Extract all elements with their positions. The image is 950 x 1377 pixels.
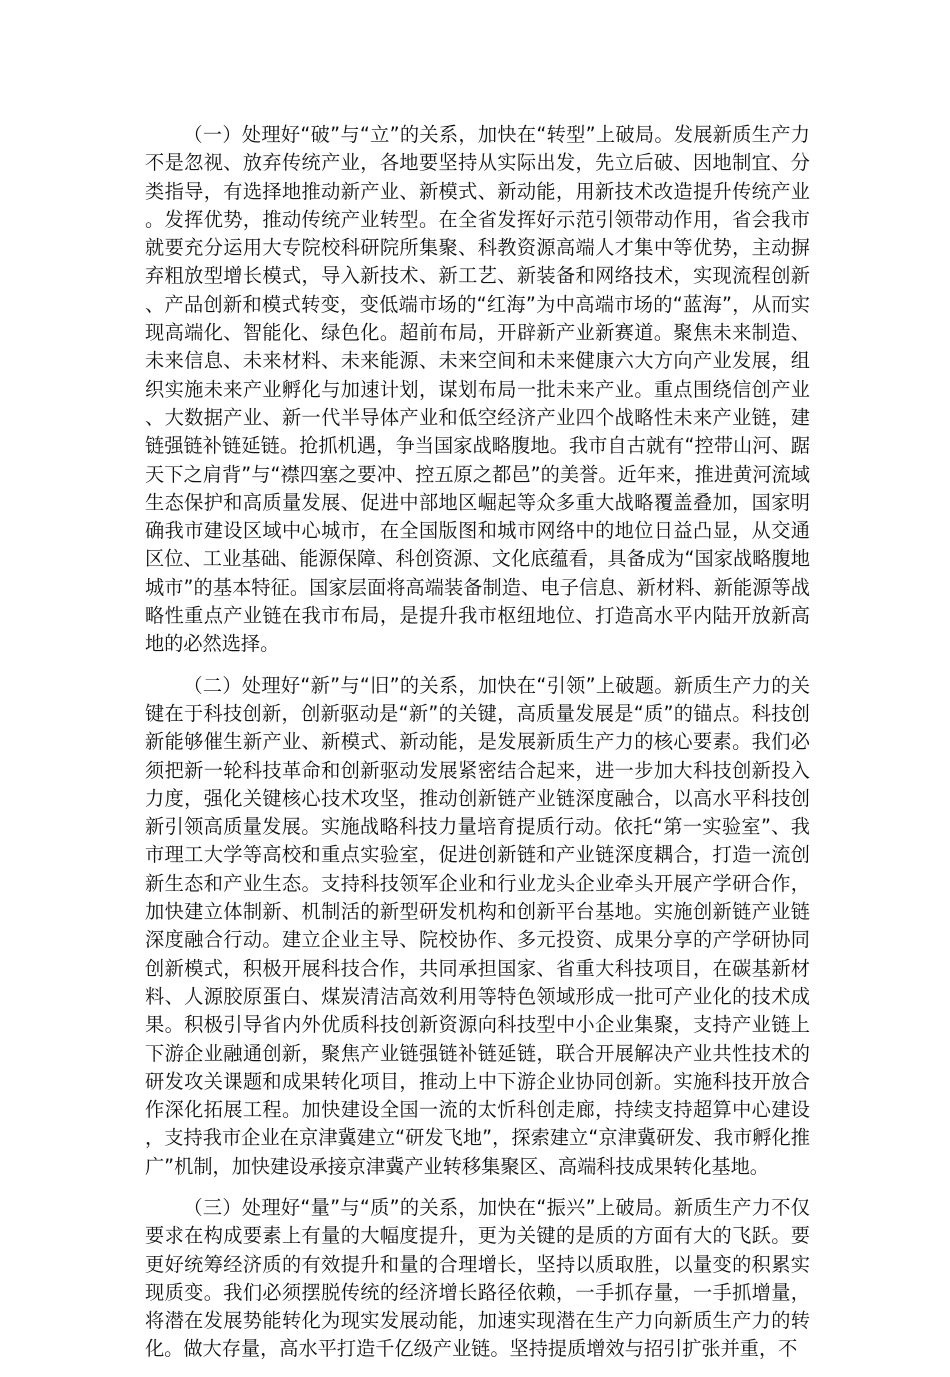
paragraph-transformation: （一）处理好“破”与“立”的关系，加快在“转型”上破局。发展新质生产力不是忽视、放弃传统产业，各地要坚持从实际出发，先立后破、因地制宜、分类指导，有选择地推动新产业、新模式、新动能，用新技术改造提升传统产业。发挥优势，推动传统产业转型。在全省发挥好示范引领带动作用，省会我市就要充分运用大专院校科研院所集聚、科教资源高端人才集中等优势，主动摒弃粗放型增长模式，导入新技术、新工艺、新装备和网络技术，实现流程创新、产品创新和模式转变，变低端市场的“红海”为中高端市场的“蓝海”，从而实现高端化、智能化、绿色化。超前布局，开辟新产业新赛道。聚焦未来制造、未来信息、未来材料、未来能源、未来空间和未来健康六大方向产业发展，组织实施未来产业孵化与加速计划，谋划布局一批未来产业。重点围绕信创产业、大数据产业、新一代半导体产业和低空经济产业四个战略性未来产业链，建链强链补链延链。抢抓机遇，争当国家战略腹地。我市自古就有“控带山河、踞天下之肩背”与“襟四塞之要冲、控五原之都邑”的美誉。近年来，推进黄河流域生态保护和高质量发展、促进中部地区崛起等众多重大战略覆盖叠加，国家明确我市建设区域中心城市，在全国版图和城市网络中的地位日益凸显，从交通区位、工业基础、能源保障、科创资源、文化底蕴看，具备成为“国家战略腹地城市”的基本特征。国家层面将高端装备制造、电子信息、新材料、新能源等战略性重点产业链在我市布局，是提升我市枢纽地位、打造高水平内陆开放新高地的必然选择。 [145,123,810,656]
document-body [145,121,810,1377]
paragraph-quality: （三）处理好“量”与“质”的关系，加快在“振兴”上破局。新质生产力不仅要求在构成要素上有量的大幅度提升，更为关键的是质的方面有大的飞跃。要更好统筹经济质的有效提升和量的合理增长，坚持以质取胜，以量变的积累实现质变。我们必须摆脱传统的经济增长路径依赖，一手抓存量，一手抓增量，将潜在发展势能转化为现实发展动能，加速实现潜在生产力向新质生产力的转化。做大存量，高水平打造千亿级产业链。坚持提质增效与招引扩张并重，不 [145,1195,810,1361]
paragraph-innovation: （二）处理好“新”与“旧”的关系，加快在“引领”上破题。新质生产力的关键在于科技创新，创新驱动是“新”的关键，高质量发展是“质”的锚点。科技创新能够催生新产业、新模式、新动能，是发展新质生产力的核心要素。我们必须把新一轮科技革命和创新驱动发展紧密结合起来，进一步加大科技创新投入力度，强化关键核心技术攻坚，推动创新链产业链深度融合，以高水平科技创新引领高质量发展。实施战略科技力量培育提质行动。依托“第一实验室”、我市理工大学等高校和重点实验室，促进创新链和产业链深度耦合，打造一流创新生态和产业生态。支持科技领军企业和行业龙头企业牵头开展产学研合作，加快建立体制新、机制活的新型研发机构和创新平台基地。实施创新链产业链深度融合行动。建立企业主导、院校协作、多元投资、成果分享的产学研协同创新模式，积极开展科技合作，共同承担国家、省重大科技项目，在碳基新材料、人源胶原蛋白、煤炭清洁高效利用等特色领域形成一批可产业化的技术成果。积极引导省内外优质科技创新资源向科技型中小企业集聚，支持产业链上下游企业融通创新，聚焦产业链强链补链延链，联合开展解决产业共性技术的研发攻关课题和成果转化项目，推动上中下游企业协同创新。实施科技开放合作深化拓展工程。加快建设全国一流的太忻科创走廊，持续支持超算中心建设，支持我市企业在京津冀建立“研发飞地”，探索建立“京津冀研发、我市孵化推广”机制，加快建设承接京津冀产业转移集聚区、高端科技成果转化基地。 [145,673,810,1178]
